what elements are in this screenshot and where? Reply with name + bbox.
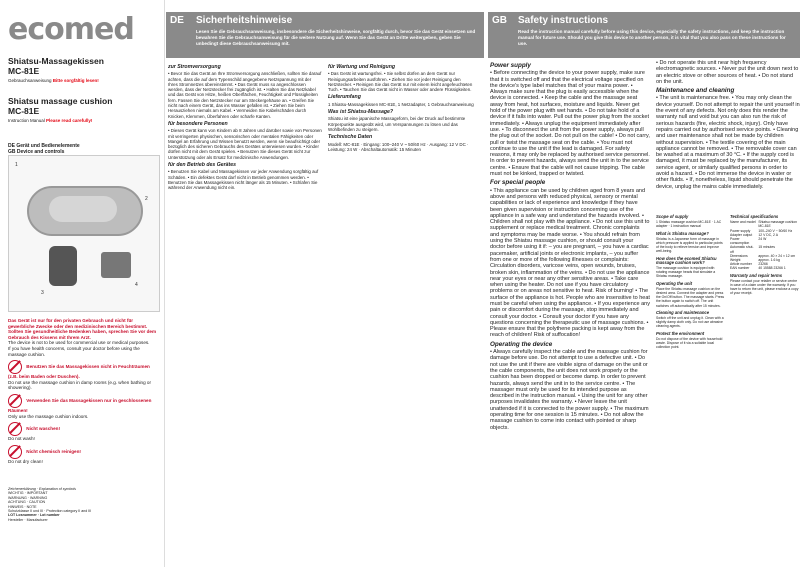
warning-doctor-gb: If you have health concerns, consult your doctor before using the massage cushion. [8, 345, 140, 357]
de-operation-heading: für den Betrieb des Gerätes [168, 162, 237, 169]
symbol-note: HINWEIS · NOTE [8, 504, 37, 509]
de-maintenance-heading: für Wartung und Reinigung [328, 64, 396, 70]
indoor-only-icon [8, 394, 22, 408]
gb-extra-operating-text: • Do not operate this unit near high frequency electromagnetic sources. • Never put the unit down next to an electric stove or other sources of heat. • Do not stand on the unit. [656, 60, 799, 85]
tech-value: approx. 1.6 kg [758, 258, 780, 263]
no-wash-icon [8, 422, 22, 436]
de-title-line-2: MC-81E [8, 66, 40, 76]
tech-value: approx. 40 × 24 × 12 cm [758, 253, 796, 258]
tech-value: 40 15588 23266 1 [758, 266, 786, 271]
warning-damp-gb: Do not use the massage cushion in damp rooms (e.g. when bathing or showering). [8, 379, 151, 391]
de-header [166, 12, 484, 58]
gb-care-text: Switch off the unit and unplug it. Clean with a slightly damp cloth only. Do not use abrasive cleaning agents. [656, 316, 724, 329]
symbol-warning: WARNUNG · WARNING [8, 495, 48, 500]
gb-special-text: • This appliance can be used by children aged from 8 years and above and persons with reduced physical, sensory or mental capabilities or lack of experience and knowledge if they have been given supervision or instruction concerning use of the appliance in a safe way and understand the hazards involved. • Children shall not play with the appliance. • Do not use this unit to supplement or replace medical treatment. Chronic complaints and symptoms may be made worse. • You should refrain from using the Shiatsu massage cushion, or should consult your doctor before using it if: – you are pregnant, – you have a cardiac pacemaker, artificial joints or electronic implants, – you suffer from one or more of the following illnesses or complaints: Circulation disorders, varicose veins, open wounds, bruises, broken skin, inflammation of the veins. • Do not use the appliance near your eyes or near any other sensitive areas. • Take care when using the heater. Do not use if you have circulatory problems or on areas not sensitive to heat. Risk of burning! • The surface of the appliance is hot. People who are insensitive to heat must be careful when using the appliance. • If you experience any pain or discomfort during the massage, stop immediately and consult your doctor. • Consult your doctor if you have any questions concerning the therapeutic use of massage cushions. • Please ensure that the polythene packing is kept away from the reach of children! Risk of suffocation! [490, 187, 650, 339]
warning-indoors [8, 394, 158, 419]
device-heading-gb: GB Device and controls [8, 149, 65, 155]
gb-what-heading: What is Shiatsu massage? [656, 230, 709, 236]
tech-label: Weight [730, 258, 741, 263]
de-power-heading: zur Stromversorgung [168, 64, 221, 70]
tech-value: 15 minutes [758, 245, 775, 250]
tech-row [730, 245, 800, 253]
warning-doctor-de: Sollten Sie gesundheitliche Bedenken haben, sprechen Sie vor dem Gebrauch des Kissens mit Ihrem Arzt. [8, 329, 157, 340]
gb-protect-text: Do not dispose of the device with household waste. Dispose of it via a suitable local collection point. [656, 336, 723, 350]
gb-tech-heading: Technical specifications [730, 214, 779, 219]
symbol-caution: ACHTUNG · CAUTION [8, 500, 46, 505]
gb-maintenance-heading: Maintenance and cleaning [656, 87, 735, 95]
adapter-illustration [101, 252, 131, 278]
gb-op-text: Place the Shiatsu massage cushion on the desired area. Connect the adapter and press the On/Off button. The massage starts. Press the button again to switch off. The unit switches off automatically after 15 minutes. [656, 286, 725, 308]
gb-title-line-1: Shiatsu massage cushion [8, 96, 113, 106]
gb-col-1 [490, 60, 650, 565]
cushion-massage-heads [49, 196, 117, 222]
gb-language-tag: GB [492, 15, 507, 26]
warning-indoors-de: Verwenden Sie das Massagekissen nur in geschlossenen Räumen! [8, 398, 152, 413]
tech-row [730, 266, 800, 270]
de-maintenance-text: • Das Gerät ist wartungsfrei. • Sie selbst dürfen an dem Gerät nur Reinigungsarbeiten ausführen. • Ziehen Sie vor jeder Reinigung den Netzstecker. • Reinigen Sie das Gerät nur mit einem leicht angefeuchteten Tuch. • Tauchen Sie das Gerät nicht in Wasser oder andere Flüssigkeiten. [328, 71, 473, 93]
warning-private-use [8, 318, 158, 357]
gb-subtitle-text: Instruction Manual [8, 118, 45, 123]
de-product-title [8, 56, 104, 86]
de-subtitle [8, 76, 104, 86]
gb-title-line-2: MC-81E [8, 106, 40, 116]
warning-no-wash-de: Nicht waschen! [26, 426, 60, 432]
no-bath-icon [8, 360, 22, 374]
gb-tech-table [730, 220, 800, 270]
tech-label: Adapter output [730, 232, 753, 237]
gb-col-2-right [730, 212, 800, 564]
de-col-2 [328, 62, 482, 562]
remote-illustration [49, 246, 77, 286]
tech-value: Shiatsu massage cushion MC-81E [758, 220, 797, 229]
device-heading [8, 143, 80, 155]
callout-4: 4 [135, 282, 138, 288]
gb-subtitle-red: Please read carefully! [46, 118, 93, 123]
gb-what-text: Shiatsu is a Japanese form of massage in which pressure is applied to particular points of the body to relieve tension and improve well-being. [656, 236, 723, 254]
symbol-protection-class: Schutzklasse II und III · Protection category II and III [8, 509, 92, 514]
warning-damp-rooms [8, 360, 158, 391]
tech-value: 100–240 V ~ 50/60 Hz [758, 228, 793, 233]
gb-care-heading: Cleaning and maintenance [656, 309, 710, 315]
tech-value: 23266 [758, 262, 768, 267]
ecomed-logo [8, 12, 134, 47]
gb-op-heading: Operating the unit [656, 280, 693, 286]
de-what-text: Shiatsu ist eine japanische Massageform, bei der Druck auf bestimmte Körperpunkte ausgeübt wird, um Verspannungen zu lösen und das Wohlbefinden zu steigern. [328, 116, 466, 132]
de-scope-heading: Lieferumfang [328, 94, 361, 101]
de-title-line-1: Shiatsu-Massagekissen [8, 56, 104, 66]
gb-special-heading: For special people [490, 179, 546, 187]
gb-operating-text: • Always carefully inspect the cable and the massage cushion for damage before use. Do not attempt to use a defective unit. • Do not use the unit if there are visible signs of damage on the unit or the cable components, the unit does not work properly or the cushion has been dropped or become damp. In order to prevent hazards, always send the unit in to the service centre. • The massager must only be used for its intended purpose as described in the instruction manual. • Using the unit for any other purposes invalidates the warranty. • Never leave the unit unattended if it is connected to the power supply. • The maximum operating time for one session is 15 minutes. • Do not allow the massage cushion to come into contact with pointed or sharp objects. [490, 349, 649, 431]
gb-subtitle [8, 116, 112, 126]
gb-how-heading: How does the ecomed Shiatsu massage cushion work? [656, 255, 717, 265]
english-section [488, 0, 802, 567]
device-illustration [8, 155, 160, 312]
de-tech-text: Modell: MC-81E · Eingang: 100–240 V ~ 50/60 Hz · Ausgang: 12 V DC · Leistung: 24 W · Abschaltautomatik: 15 Minuten [328, 141, 469, 152]
de-operation-text: • Benutzen Sie Kabel und Massagekissen vor jeder Anwendung sorgfältig auf Schäden. • Ein defektes Gerät darf nicht in Betrieb genommen werden. • Benutzen Sie das Massagekissen nicht länger als 15 Minuten. • Schlafen Sie während der Anwendung nicht ein. [168, 169, 319, 191]
de-title: Sicherheitshinweise [196, 15, 293, 26]
warning-private-use-gb: The device is not to be used for commercial use or medical purposes. [8, 340, 150, 346]
gb-intro: Read the instruction manual carefully before using this device, especially the safety instructions, and keep the instruction manual for future use. Should you give this device to another person, it is vital that you also pass on these instructions for use. [518, 29, 786, 46]
de-language-tag: DE [170, 15, 184, 26]
de-special-heading: für besondere Personen [168, 120, 228, 127]
de-intro: Lesen Sie die Gebrauchsanweisung, insbesondere die Sicherheitshinweise, sorgfältig durch, bevor Sie das Gerät einsetzen und bewahren Sie die Gebrauchsanweisung für die weitere Nutzung auf. Wenn Sie das Gerät an Dritte weitergeben, geben Sie unbedingt diese Gebrauchsanweisung mit. [196, 29, 476, 46]
warning-no-dry-clean-gb: Do not dry clean! [8, 458, 43, 464]
gb-maintenance-text: • The unit is maintenance free. • You may only clean the device yourself. Do not attempt to repair the unit yourself in the event of any defects. Not only does this render the warranty null and void but you can also run the risk of serious hazards (fire, electric shock, injury). Only have repairs carried out by authorised service points. • Cleaning and user maintenance shall not be made by children without supervision. • The textile covering of the main appliance cannot be removed. • The removable cover can be washed at a maximum of 30 °C. • If the supply cord is damaged, it must be replaced by the manufacturer, its service agent, or similarly qualified persons in order to avoid a hazard. • Do not immerse the device in water or other fluids. • If, nonetheless, liquid should penetrate the device, unplug the mains cable immediately. [656, 95, 800, 190]
symbol-manufacturer: Hersteller · Manufacturer [8, 517, 48, 522]
cover-warnings [8, 318, 158, 486]
tech-label: Article number [730, 262, 752, 267]
symbol-lot: LOT Losnummer · Lot number [8, 513, 60, 518]
tech-label: Automatic shut-off [730, 245, 754, 254]
gb-title: Safety instructions [518, 15, 609, 26]
tech-label: Dimensions [730, 253, 748, 258]
tech-label: Power supply [730, 228, 751, 233]
warning-damp-de: Benutzen Sie das Massagekissen nicht in Feuchträumen (z.B. beim Baden oder Duschen). [8, 364, 150, 380]
tech-value: 12 V DC, 2 A [758, 232, 778, 237]
symbol-legend-title: Zeichenerklärung · Explanation of symbols [8, 487, 76, 491]
de-subtitle-text: Gebrauchsanweisung [8, 78, 52, 83]
de-tech-heading: Technische Daten [328, 134, 373, 141]
gb-how-text: The massage cushion is equipped with rotating massage heads that simulate a Shiatsu massage. [656, 266, 716, 279]
no-dry-clean-icon [8, 445, 22, 459]
gb-scope-text: 1 Shiatsu massage cushion MC-81E · 1 AC adapter · 1 instruction manual [656, 220, 722, 229]
warning-indoors-gb: Only use the massage cushion indoors. [8, 413, 89, 419]
de-what-heading: Was ist Shiatsu-Massage? [328, 109, 394, 116]
tech-row [730, 237, 800, 245]
tech-row [730, 220, 800, 228]
gb-scope-heading: Scope of supply [656, 214, 689, 219]
gb-warranty-text: Please contact your retailer or service centre in case of a claim under the warranty. If you have to return the unit, please enclose a copy of your receipt. [730, 278, 799, 296]
tech-label: Power consumption [730, 237, 750, 246]
tech-value: 24 W [758, 237, 767, 242]
tech-label: EAN number [730, 266, 750, 271]
gb-protect-heading: Protect the environment [656, 330, 705, 336]
symbol-important: WICHTIG · IMPORTANT [8, 491, 48, 496]
gb-warranty-heading: Warranty and repair terms [730, 272, 783, 278]
symbol-legend [8, 487, 158, 563]
warning-no-wash-gb: Do not wash! [8, 436, 35, 442]
gb-power-heading: Power supply [490, 62, 531, 69]
callout-1: 1 [15, 162, 18, 168]
gb-col-2-left [656, 212, 726, 564]
warning-private-use-de: Das Gerät ist nur für den privaten Gebrauch und nicht für gewerbliche Zwecke oder den medizinischen Bereich bestimmt. [8, 318, 148, 329]
callout-2: 2 [145, 196, 148, 202]
warning-no-dry-clean-de: Nicht chemisch reinigen! [26, 448, 81, 454]
logo-text: ecomed [8, 12, 134, 47]
gb-product-title [8, 96, 112, 126]
tech-label: Name and model [730, 220, 756, 225]
cover-panel [0, 0, 165, 567]
warning-no-wash [8, 422, 158, 442]
gb-col-2-top [656, 60, 800, 210]
cushion-illustration [27, 186, 143, 236]
gb-operating-heading: Operating the device [490, 340, 553, 348]
de-special-text: • Dieses Gerät kann von Kindern ab 8 Jahren und darüber sowie von Personen mit verringerten physischen, sensorischen oder mentalen Fähigkeiten oder Mangel an Erfahrung und Wissen benutzt werden, wenn sie beaufsichtigt oder bezüglich des sicheren Gebrauchs des Gerätes unterwiesen wurden. • Kinder dürfen nicht mit dem Gerät spielen. • Benutzen Sie dieses Gerät nicht zur Unterstützung oder als Ersatz für medizinische Anwendungen. [168, 128, 322, 160]
gb-header [488, 12, 800, 58]
de-scope-text: 1 Shiatsu-Massagekissen MC-81E, 1 Netzadapter, 1 Gebrauchsanweisung [328, 101, 474, 107]
de-col-1 [168, 62, 322, 562]
de-subtitle-red: Bitte sorgfältig lesen! [52, 78, 99, 83]
device-heading-de: DE Gerät und Bedienelemente [8, 143, 80, 149]
de-power-text: • Bevor Sie das Gerät an Ihre Stromversorgung anschließen, sollten Sie darauf achten, dass die auf dem Typenschild angegebene Netzspannung mit der Ihres Stromnetzes übereinstimmt. • Das Gerät muss so angeschlossen werden, dass der Netzstecker frei zugänglich ist. • Halten Sie das Netzkabel und das Gerät von Hitze, heißen Oberflächen, Feuchtigkeit und Flüssigkeiten fern. Fassen Sie den Netzstecker nur am Steckergehäuse an. • Greifen Sie nicht nach einem Gerät, das ins Wasser gefallen ist. • Ziehen Sie beim Herausziehen niemals am Kabel. • Vermeiden Sie Kabelschäden durch Knicken, Klemmen, Überfahren oder scharfe Kanten. [168, 71, 322, 119]
gb-power-text: • Before connecting the device to your power supply, make sure that it is switched off and that the electrical voltage specified on the device's type label matches that of your mains power. • Always make sure that the plug is easily accessible when the device is connected. • Keep the cable and the massage seat away from heat, hot surfaces, moisture and liquids. Never get hold of the power plug with wet hands. • Do not take hold of a device if it falls into water. Pull out the power plug from the socket immediately. • Always unplug the equipment immediately after use. • To disconnect the unit from the power supply, always pull the plug out of the socket. Do not pull on the cable! • Do not carry, pull or twist the massage seat on the cable. • You must not continue to use the unit if the lead is damaged. For safety reasons, it may only be replaced by authorised service personnel. In order to prevent hazards, always send the unit in to the service centre. • Ensure that the cable will not cause tripping. The cable must not be kinked, trapped or twisted. [490, 70, 650, 178]
warning-no-dry-clean [8, 445, 158, 465]
german-section [166, 0, 484, 567]
callout-3: 3 [41, 290, 44, 296]
